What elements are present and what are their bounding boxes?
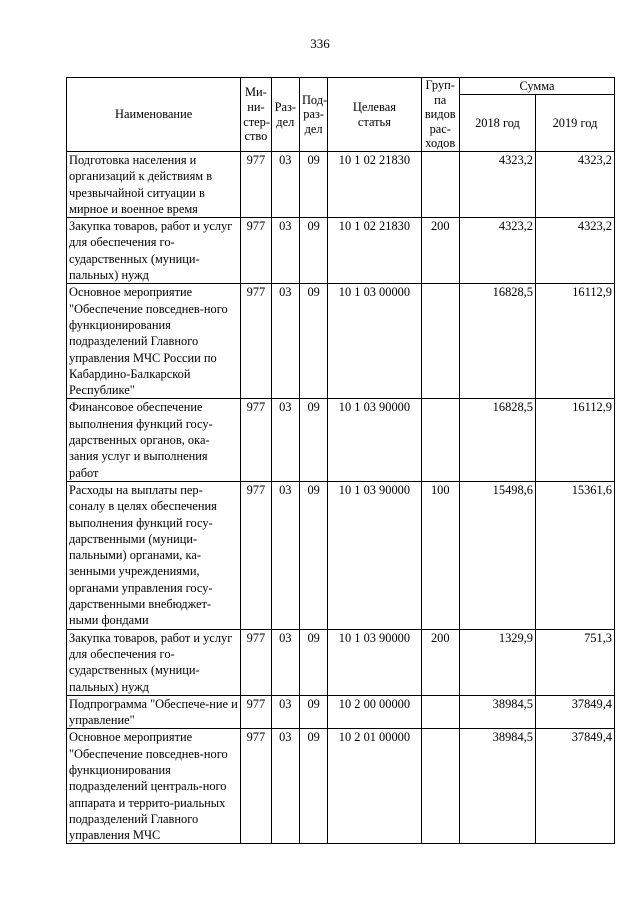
cell-ministry: 977: [241, 695, 271, 729]
table-row: [67, 629, 615, 695]
cell-expense-group: [421, 284, 459, 399]
table-row: [67, 284, 615, 399]
page-number: 336: [310, 36, 330, 51]
table-row: [67, 152, 615, 218]
cell-subsection: 09: [299, 399, 327, 481]
cell-ministry: 977: [241, 399, 271, 481]
table-row: [67, 729, 615, 844]
cell-expense-group: 200: [421, 629, 459, 695]
cell-name: Закупка товаров, работ и услуг для обеспечения го-сударственных (муници-пальных) нужд: [67, 218, 241, 284]
cell-section: 03: [271, 695, 299, 729]
cell-expense-group: [421, 152, 459, 218]
cell-subsection: 09: [299, 629, 327, 695]
cell-subsection: 09: [299, 729, 327, 844]
cell-ministry: 977: [241, 729, 271, 844]
cell-sum-2019: 16112,9: [535, 399, 614, 481]
cell-sum-2019: 37849,4: [535, 729, 614, 844]
cell-subsection: 09: [299, 695, 327, 729]
cell-sum-2018: 1329,9: [459, 629, 535, 695]
cell-sum-2018: 4323,2: [459, 218, 535, 284]
table-row: [67, 399, 615, 481]
cell-ministry: 977: [241, 284, 271, 399]
cell-name: Основное мероприятие "Обеспечение повседнев-ного функционирования подразделений централь-ного аппарата и террито-риальных подразделений Главного управления МЧС: [67, 729, 241, 844]
cell-section: 03: [271, 729, 299, 844]
header-section: Раз- дел: [271, 78, 299, 152]
cell-section: 03: [271, 152, 299, 218]
cell-name: Закупка товаров, работ и услуг для обеспечения го-сударственных (муници-пальных) нужд: [67, 629, 241, 695]
table-row: [67, 218, 615, 284]
cell-subsection: 09: [299, 152, 327, 218]
cell-target: 10 1 02 21830: [328, 152, 421, 218]
cell-target: 10 1 03 90000: [328, 399, 421, 481]
cell-subsection: 09: [299, 218, 327, 284]
header-expense-group: Груп- па видов рас- ходов: [421, 78, 459, 152]
cell-sum-2018: 16828,5: [459, 399, 535, 481]
cell-subsection: 09: [299, 481, 327, 629]
cell-expense-group: [421, 399, 459, 481]
cell-name: Подпрограмма "Обеспече-ние и управление": [67, 695, 241, 729]
cell-sum-2018: 15498,6: [459, 481, 535, 629]
cell-target: 10 1 03 90000: [328, 629, 421, 695]
cell-sum-2019: 37849,4: [535, 695, 614, 729]
cell-name: Финансовое обеспечение выполнения функций госу-дарственных органов, ока-зания услуг и выполнения работ: [67, 399, 241, 481]
header-ministry: Ми- ни- стер- ство: [241, 78, 271, 152]
cell-sum-2019: 751,3: [535, 629, 614, 695]
cell-name: Основное мероприятие "Обеспечение повседнев-ного функционирования подразделений Главного управления МЧС России по Кабардино-Балкарской Республике": [67, 284, 241, 399]
cell-sum-2018: 38984,5: [459, 729, 535, 844]
cell-target: 10 2 01 00000: [328, 729, 421, 844]
cell-sum-2019: 16112,9: [535, 284, 614, 399]
cell-target: 10 2 00 00000: [328, 695, 421, 729]
cell-target: 10 1 02 21830: [328, 218, 421, 284]
table-row: [67, 695, 615, 729]
cell-target: 10 1 03 90000: [328, 481, 421, 629]
header-subsection: Под- раз- дел: [299, 78, 327, 152]
cell-section: 03: [271, 284, 299, 399]
header-name-text: Наименование: [115, 107, 193, 122]
cell-ministry: 977: [241, 218, 271, 284]
header-year-2018: 2018 год: [459, 95, 535, 152]
budget-table: [66, 77, 615, 844]
cell-ministry: 977: [241, 481, 271, 629]
cell-expense-group: [421, 729, 459, 844]
cell-ministry: 977: [241, 152, 271, 218]
cell-sum-2018: 4323,2: [459, 152, 535, 218]
header-year-2019: 2019 год: [535, 95, 614, 152]
cell-sum-2019: 4323,2: [535, 218, 614, 284]
cell-name: Расходы на выплаты пер-соналу в целях обеспечения выполнения функций госу-дарственными (муници-пальными) органами, ка-зенными учреждениями, органами управления госу-дарственными внебюджет-ными фондами: [67, 481, 241, 629]
cell-sum-2018: 16828,5: [459, 284, 535, 399]
cell-ministry: 977: [241, 629, 271, 695]
cell-sum-2019: 15361,6: [535, 481, 614, 629]
cell-name: Подготовка населения и организаций к действиям в чрезвычайной ситуации в мирное и военное время: [67, 152, 241, 218]
cell-section: 03: [271, 481, 299, 629]
header-sum: Сумма: [459, 78, 614, 95]
table-body: [67, 152, 615, 844]
cell-subsection: 09: [299, 284, 327, 399]
cell-expense-group: [421, 695, 459, 729]
cell-target: 10 1 03 00000: [328, 284, 421, 399]
cell-sum-2018: 38984,5: [459, 695, 535, 729]
table-row: [67, 481, 615, 629]
cell-expense-group: 200: [421, 218, 459, 284]
header-target: Целевая статья: [328, 78, 421, 152]
cell-section: 03: [271, 218, 299, 284]
cell-section: 03: [271, 629, 299, 695]
cell-sum-2019: 4323,2: [535, 152, 614, 218]
cell-expense-group: 100: [421, 481, 459, 629]
cell-section: 03: [271, 399, 299, 481]
header-name: [67, 78, 241, 152]
